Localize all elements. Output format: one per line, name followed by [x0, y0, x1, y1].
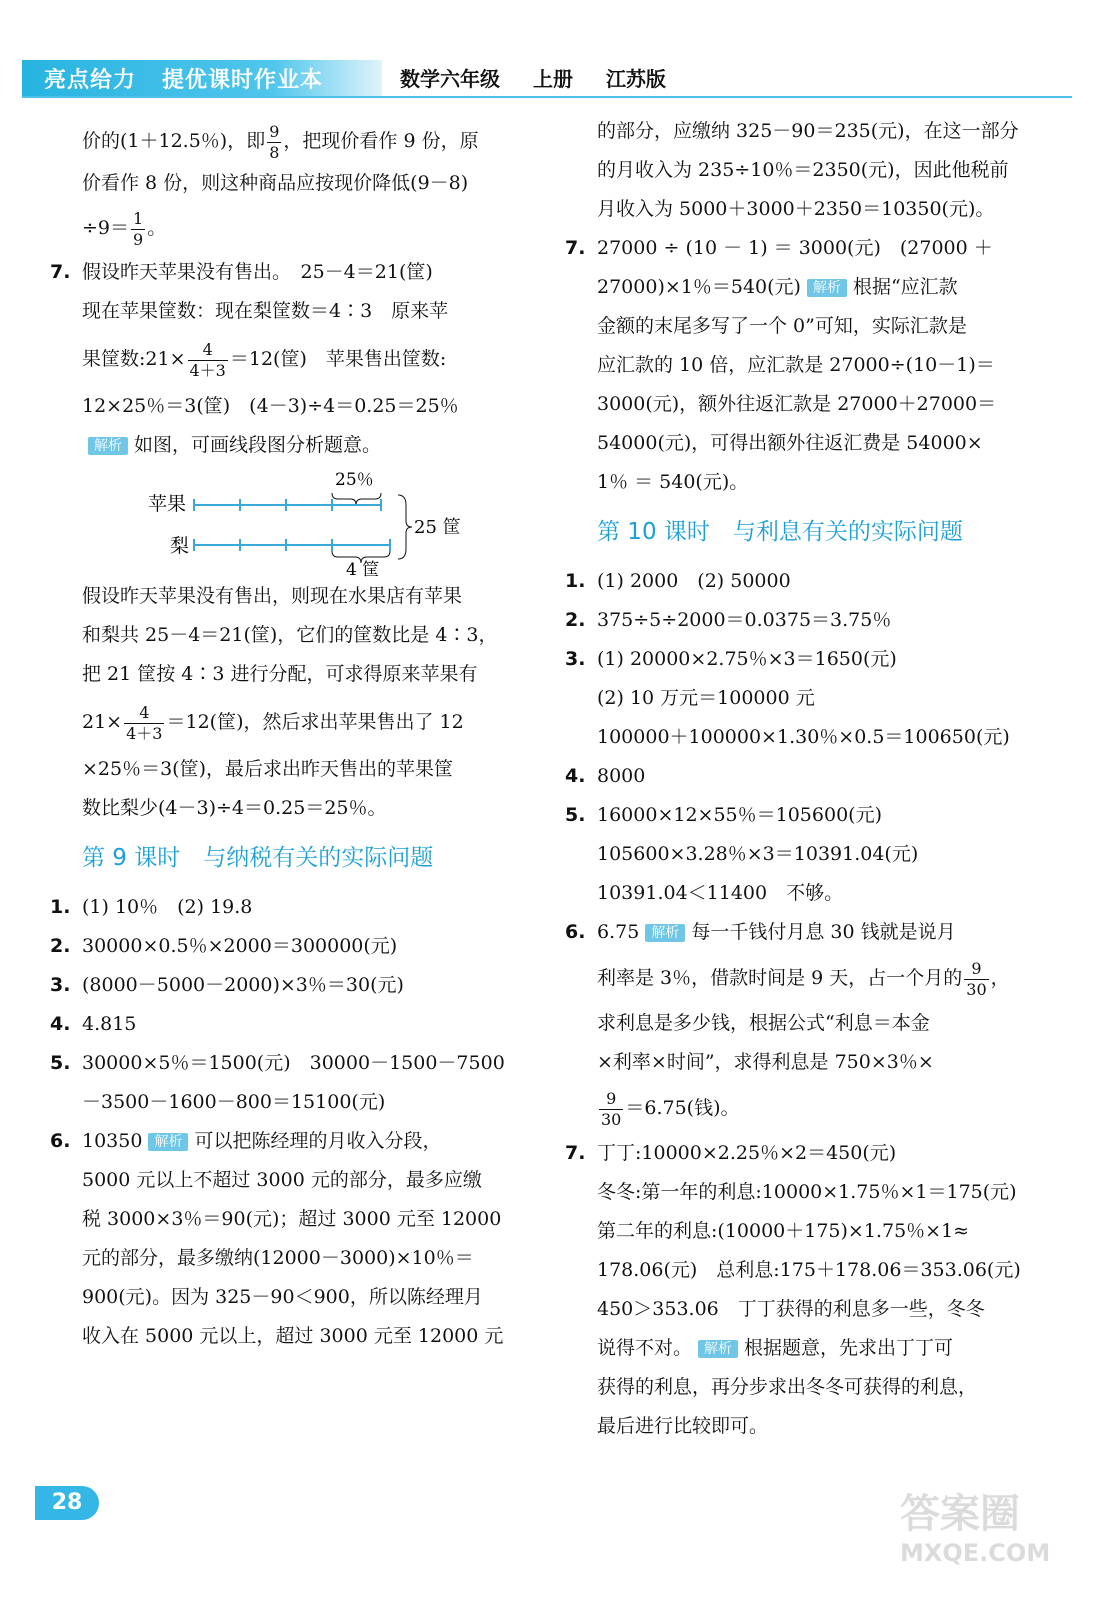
text-line: ×利率×时间”，求得利息是 750×3％× — [597, 1051, 934, 1073]
watermark-top: 答案圈 — [900, 1491, 1020, 1537]
text-line: 3000(元)，额外往返汇款是 27000＋27000＝ — [597, 393, 997, 415]
text-line: 的部分，应缴纳 325－90＝235(元)，在这一部分 — [597, 120, 1019, 142]
right-column — [565, 112, 1065, 1446]
text-line: 冬冬:第一年的利息:10000×1.75％×1＝175(元) — [597, 1181, 1017, 1203]
text-line: 月收入为 5000＋3000＋2350＝10350(元)。 — [597, 198, 995, 220]
fraction: $\frac{4}{4+3}$ — [126, 702, 163, 743]
text-line: 数比梨少(4－3)÷4＝0.25＝25％。 — [82, 797, 387, 819]
brand-series: 提优课时作业本 — [162, 68, 324, 93]
line-segment-diagram — [50, 465, 530, 577]
section-title-10: 第 10 课时 与利息有关的实际问题 — [597, 519, 963, 545]
watermark-logo — [900, 1482, 1070, 1592]
analysis-tag: 解析 — [698, 1340, 738, 1358]
pear-label: 梨 — [170, 535, 190, 557]
section-title-9: 第 9 课时 与纳税有关的实际问题 — [82, 845, 434, 871]
answer-6: 6. 6.75 解析 每一千钱付月息 30 钱就是说月 — [565, 921, 956, 943]
analysis-line: 解析 如图，可画线段图分析题意。 — [50, 426, 530, 465]
header-divider — [22, 96, 1072, 98]
answer-4: 4. 8000 — [565, 765, 646, 787]
text-line: $\frac{9}{30}$ ＝6.75(钱)。 — [601, 1088, 740, 1129]
text-line: 和梨共 25－4＝21(筐)，它们的筐数比是 4∶3， — [82, 624, 498, 646]
text-line: (2) 10 万元＝100000 元 — [597, 687, 815, 709]
text-line: 收入在 5000 元以上，超过 3000 元至 12000 元 — [82, 1325, 504, 1347]
analysis-tag: 解析 — [148, 1133, 188, 1151]
answer-2: 2. 30000×0.5％×2000＝300000(元) — [50, 935, 398, 957]
answer-5: 5. 16000×12×55％＝105600(元) — [565, 804, 882, 826]
text-line: 178.06(元) 总利息:175＋178.06＝353.06(元) — [597, 1259, 1021, 1281]
left-column — [50, 118, 530, 1356]
answer-1: 1. (1) 2000 (2) 50000 — [565, 570, 791, 592]
subject: 数学六年级 — [400, 67, 500, 91]
text-line: 求利息是多少钱，根据公式“利息＝本金 — [597, 1012, 930, 1034]
text-line: ÷9＝ $\frac{1}{9}$ 。 — [82, 208, 167, 249]
diff-label: 4 筐 — [346, 560, 380, 577]
text-line: 利率是 3％，借款时间是 9 天，占一个月的 $\frac{9}{30}$ ， — [597, 958, 1010, 999]
analysis-tag: 解析 — [88, 437, 128, 455]
text-line: 21× $\frac{4}{4+3}$ ＝12(筐)，然后求出苹果售出了 12 — [82, 702, 464, 743]
header-info — [400, 63, 692, 92]
answer-5: 5. 30000×5％＝1500(元) 30000－1500－7500 — [50, 1052, 505, 1074]
diagram-svg — [110, 465, 530, 577]
text-line: ×25％＝3(筐)，最后求出昨天售出的苹果筐 — [82, 758, 454, 780]
text-line: 105600×3.28％×3＝10391.04(元) — [597, 843, 919, 865]
apple-label: 苹果 — [148, 493, 187, 515]
brand-name: 亮点给力 — [44, 68, 137, 93]
text-line: 价看作 8 份，则这种商品应按现价降低(9－8) — [82, 172, 469, 194]
text-line: 元的部分，最多缴纳(12000－3000)×10％＝ — [82, 1247, 474, 1269]
answer-4: 4. 4.815 — [50, 1013, 137, 1035]
answer-7: 7. 假设昨天苹果没有售出。 25－4＝21(筐) — [50, 261, 433, 283]
text-line: 获得的利息，再分步求出冬冬可获得的利息， — [597, 1376, 978, 1398]
fraction: $\frac{9}{8}$ — [269, 121, 280, 162]
header-banner — [22, 60, 382, 96]
text-line: 900(元)。因为 325－90＜900，所以陈经理月 — [82, 1286, 483, 1308]
text-line: 450＞353.06 丁丁获得的利息多一些，冬冬 — [597, 1298, 985, 1320]
text-line: 金额的末尾多写了一个 0”可知，实际汇款是 — [597, 315, 967, 337]
answer-7: 7. 丁丁:10000×2.25％×2＝450(元) — [565, 1142, 897, 1164]
text-line: 1％ ＝ 540(元)。 — [597, 471, 749, 493]
diagram-top-label: 25％ — [335, 470, 374, 490]
fraction: $\frac{1}{9}$ — [133, 208, 144, 249]
page-number: 28 — [35, 1486, 99, 1520]
text-line: 税 3000×3％＝90(元)；超过 3000 元至 12000 — [82, 1208, 502, 1230]
answer-3: 3. (1) 20000×2.75％×3＝1650(元) — [565, 648, 897, 670]
analysis-line: 27000)×1％＝540(元) 解析 根据“应汇款 — [597, 276, 958, 298]
text-line: 价的(1＋12.5％)，即 $\frac{9}{8}$ ，把现价看作 9 份，原 — [82, 121, 479, 162]
analysis-tag: 解析 — [645, 924, 685, 942]
text-line: 5000 元以上不超过 3000 元的部分，最多应缴 — [82, 1169, 482, 1191]
text-line: 现在苹果筐数：现在梨筐数＝4∶3 原来苹 — [82, 300, 449, 322]
text-line: 10391.04＜11400 不够。 — [597, 882, 844, 904]
fraction: $\frac{9}{30}$ — [966, 958, 987, 999]
analysis-line: 说得不对。 解析 根据题意，先求出丁丁可 — [597, 1337, 954, 1359]
watermark-bottom: MXQE.COM — [900, 1539, 1051, 1567]
edition: 江苏版 — [605, 67, 666, 91]
text-line: 100000＋100000×1.30％×0.5＝100650(元) — [597, 726, 1010, 748]
volume: 上册 — [532, 67, 573, 91]
answer-7: 7. 27000 ÷ (10 － 1) ＝ 3000(元) (27000 ＋ — [565, 237, 993, 259]
text-line: 假设昨天苹果没有售出，则现在水果店有苹果 — [82, 585, 463, 607]
text-line: 把 21 筐按 4∶3 进行分配，可求得原来苹果有 — [82, 663, 478, 685]
text-line: －3500－1600－800＝15100(元) — [82, 1091, 386, 1113]
text-line: 第二年的利息:(10000＋175)×1.75％×1≈ — [597, 1220, 970, 1242]
text-line: 果筐数:21× $\frac{4}{4+3}$ ＝12(筐) 苹果售出筐数: — [82, 339, 447, 380]
text-line: 最后进行比较即可。 — [597, 1415, 769, 1437]
text-line: 12×25％＝3(筐) (4－3)÷4＝0.25＝25％ — [82, 395, 459, 417]
answer-3: 3. (8000－5000－2000)×3％＝30(元) — [50, 974, 404, 996]
text-line: 54000(元)，可得出额外往返汇费是 54000× — [597, 432, 983, 454]
analysis-tag: 解析 — [807, 279, 847, 297]
answer-1: 1. (1) 10％ (2) 19.8 — [50, 896, 253, 918]
text-line: 的月收入为 235÷10％＝2350(元)，因此他税前 — [597, 159, 1009, 181]
answer-6: 6. 10350 解析 可以把陈经理的月收入分段， — [50, 1130, 442, 1152]
fraction: $\frac{9}{30}$ — [601, 1088, 622, 1129]
fraction: $\frac{4}{4+3}$ — [189, 339, 226, 380]
answer-2: 2. 375÷5÷2000＝0.0375＝3.75％ — [565, 609, 892, 631]
total-label: 25 筐 — [414, 517, 461, 538]
text-line: 应汇款的 10 倍，应汇款是 27000÷(10－1)＝ — [597, 354, 995, 376]
